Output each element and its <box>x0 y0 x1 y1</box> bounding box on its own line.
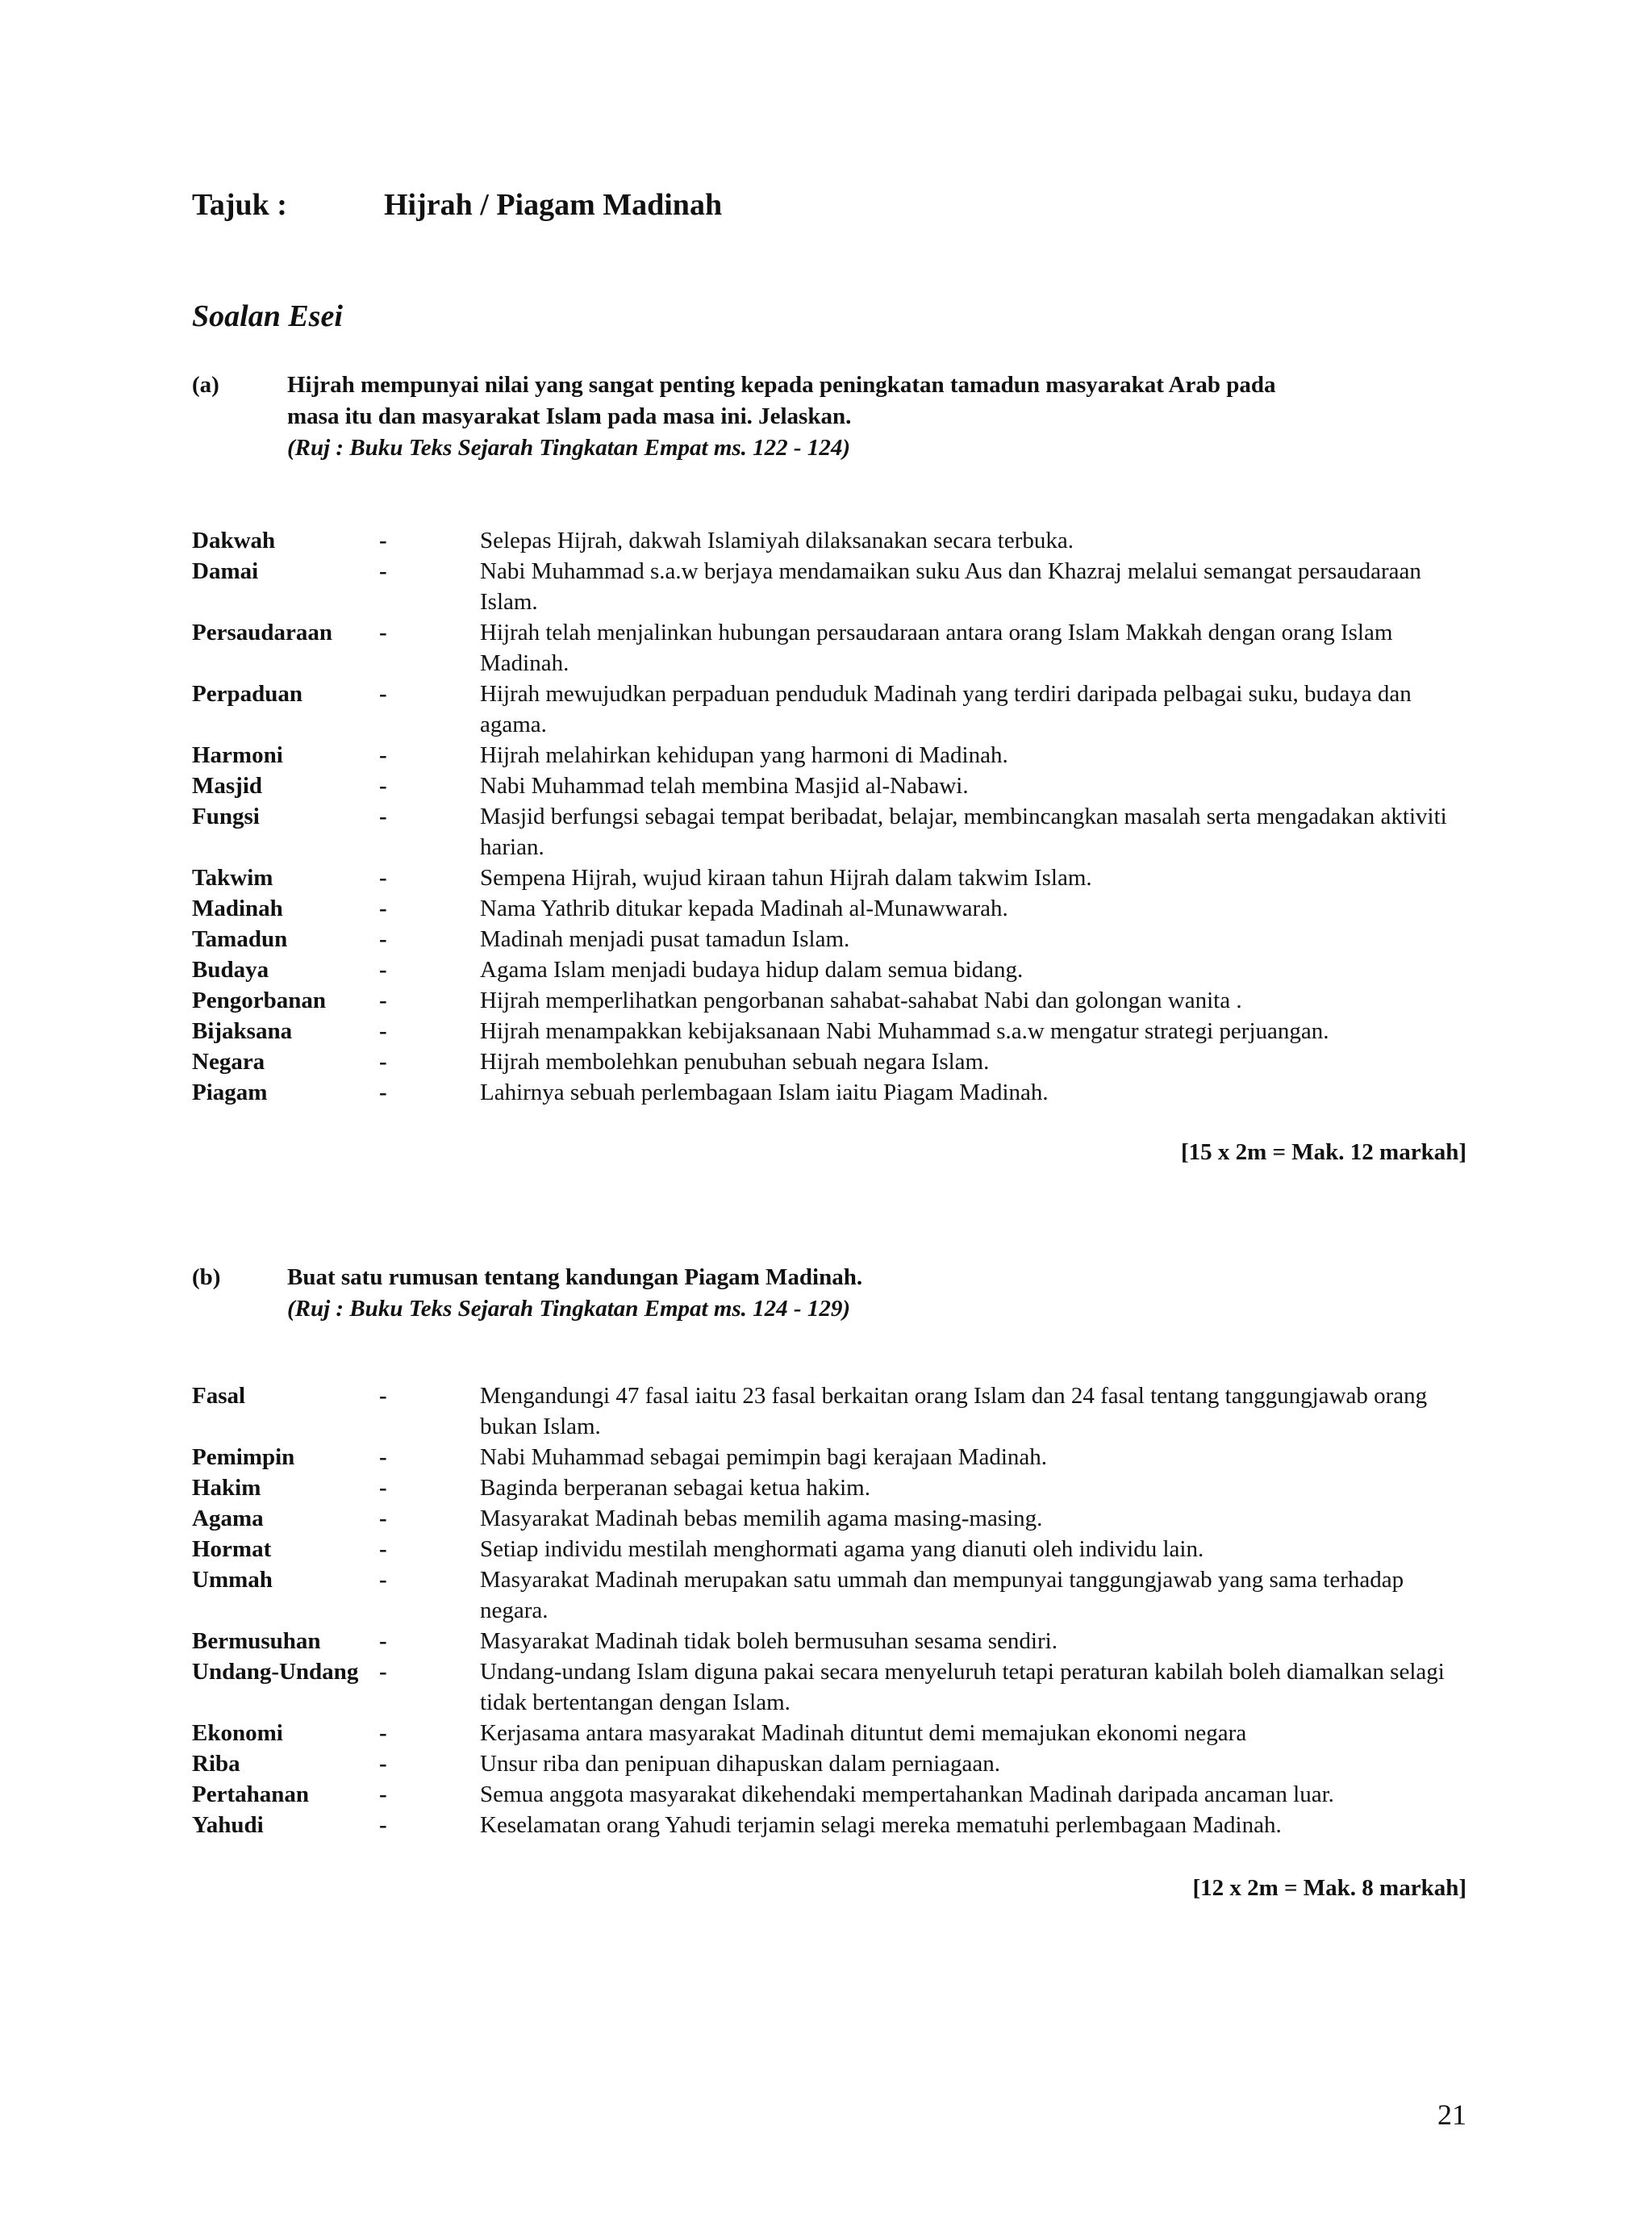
term-label: Fasal <box>192 1383 246 1409</box>
question-a <box>192 370 1483 464</box>
list-item <box>192 771 1483 801</box>
list-item <box>192 1046 1483 1077</box>
term-label: Persaudaraan <box>192 620 332 645</box>
list-item <box>192 1626 1483 1656</box>
page-title: Hijrah / Piagam Madinah <box>384 188 723 222</box>
total-marks-a: [15 x 2m = Mak. 12 markah] <box>1180 1139 1466 1165</box>
term-label: Piagam <box>192 1080 268 1105</box>
list-item <box>192 954 1483 985</box>
term-description: Sempena Hijrah, wujud kiraan tahun Hijrah dalam takwim Islam. <box>480 865 1092 891</box>
question-a-body <box>287 370 1483 464</box>
term-label: Damai <box>192 558 259 584</box>
list-item <box>192 924 1483 954</box>
list-item <box>192 985 1483 1016</box>
term-dash: - <box>379 1080 387 1105</box>
question-b-line1: Buat satu rumusan tentang kandungan Piagam Madinah. <box>287 1264 863 1290</box>
term-dash: - <box>379 1659 387 1685</box>
term-dash: - <box>379 988 387 1013</box>
term-label: Bermusuhan <box>192 1628 321 1654</box>
list-item <box>192 1534 1483 1564</box>
term-label: Perpaduan <box>192 681 302 707</box>
term-label: Madinah <box>192 896 283 921</box>
term-label: Fungsi <box>192 804 260 829</box>
question-a-reference: (Ruj : Buku Teks Sejarah Tingkatan Empat ms. 122 - 124) <box>287 435 850 461</box>
question-a-mark: (a) <box>192 372 219 398</box>
term-description: Nabi Muhammad s.a.w berjaya mendamaikan suku Aus dan Khazraj melalui semangat persaudaraan Islam. <box>480 558 1421 615</box>
term-dash: - <box>379 1751 387 1777</box>
term-label: Yahudi <box>192 1812 264 1838</box>
list-item <box>192 1779 1483 1810</box>
term-label: Negara <box>192 1049 265 1075</box>
term-description: Lahirnya sebuah perlembagaan Islam iaitu Piagam Madinah. <box>480 1080 1049 1105</box>
page-number: 21 <box>1437 2099 1466 2131</box>
term-label: Undang-Undang <box>192 1659 359 1685</box>
term-label: Takwim <box>192 865 273 891</box>
list-item <box>192 1503 1483 1534</box>
term-label: Hormat <box>192 1536 272 1562</box>
list-item <box>192 1442 1483 1472</box>
term-dash: - <box>379 1444 387 1470</box>
list-item <box>192 1748 1483 1779</box>
list-item <box>192 1564 1483 1626</box>
term-dash: - <box>379 1018 387 1044</box>
term-label: Tamadun <box>192 926 288 952</box>
term-dash: - <box>379 1049 387 1075</box>
answer-list-b <box>192 1380 1483 1840</box>
term-description: Setiap individu mestilah menghormati agama yang dianuti oleh individu lain. <box>480 1536 1204 1562</box>
term-dash: - <box>379 1781 387 1807</box>
term-description: Hijrah membolehkan penubuhan sebuah negara Islam. <box>480 1049 990 1075</box>
list-item <box>192 862 1483 893</box>
term-description: Baginda berperanan sebagai ketua hakim. <box>480 1475 870 1501</box>
term-description: Hijrah menampakkan kebijaksanaan Nabi Muhammad s.a.w mengatur strategi perjuangan. <box>480 1018 1329 1044</box>
term-label: Agama <box>192 1506 264 1531</box>
term-label: Bijaksana <box>192 1018 293 1044</box>
term-dash: - <box>379 681 387 707</box>
term-dash: - <box>379 1812 387 1838</box>
term-label: Riba <box>192 1751 240 1777</box>
question-a-line1: Hijrah mempunyai nilai yang sangat penting kepada peningkatan tamadun masyarakat Arab pada <box>287 372 1276 398</box>
list-item <box>192 556 1483 617</box>
term-description: Selepas Hijrah, dakwah Islamiyah dilaksanakan secara terbuka. <box>480 528 1074 553</box>
term-description: Masyarakat Madinah merupakan satu ummah dan mempunyai tanggungjawab yang sama terhadap negara. <box>480 1567 1404 1623</box>
question-b-body <box>287 1262 1483 1325</box>
term-label: Masjid <box>192 773 262 799</box>
term-description: Hijrah memperlihatkan pengorbanan sahabat-sahabat Nabi dan golongan wanita . <box>480 988 1242 1013</box>
term-description: Mengandungi 47 fasal iaitu 23 fasal berkaitan orang Islam dan 24 fasal tentang tanggungjawab orang bukan Islam. <box>480 1383 1428 1439</box>
term-dash: - <box>379 620 387 645</box>
term-dash: - <box>379 528 387 553</box>
term-description: Agama Islam menjadi budaya hidup dalam semua bidang. <box>480 957 1024 983</box>
term-description: Undang-undang Islam diguna pakai secara menyeluruh tetapi peraturan kabilah boleh diamalkan selagi tidak bertentangan dengan Islam. <box>480 1659 1445 1715</box>
term-label: Pertahanan <box>192 1781 309 1807</box>
list-item <box>192 740 1483 771</box>
term-label: Dakwah <box>192 528 276 553</box>
list-item <box>192 1016 1483 1046</box>
list-item <box>192 1077 1483 1108</box>
title-row <box>192 187 722 223</box>
list-item <box>192 525 1483 556</box>
list-item <box>192 893 1483 924</box>
list-item <box>192 1380 1483 1442</box>
term-label: Ekonomi <box>192 1720 283 1746</box>
answer-list-a <box>192 525 1483 1108</box>
list-item <box>192 1810 1483 1840</box>
term-dash: - <box>379 1506 387 1531</box>
term-dash: - <box>379 1536 387 1562</box>
term-description: Nabi Muhammad telah membina Masjid al-Nabawi. <box>480 773 969 799</box>
term-dash: - <box>379 926 387 952</box>
question-b-mark: (b) <box>192 1264 221 1290</box>
term-dash: - <box>379 896 387 921</box>
list-item <box>192 801 1483 862</box>
list-item <box>192 679 1483 740</box>
term-label: Pengorbanan <box>192 988 326 1013</box>
term-dash: - <box>379 1567 387 1593</box>
term-description: Hijrah mewujudkan perpaduan penduduk Madinah yang terdiri daripada pelbagai suku, budaya dan agama. <box>480 681 1412 737</box>
term-dash: - <box>379 558 387 584</box>
term-label: Ummah <box>192 1567 273 1593</box>
term-label: Harmoni <box>192 742 283 768</box>
total-marks-b: [12 x 2m = Mak. 8 markah] <box>1192 1875 1466 1901</box>
term-dash: - <box>379 865 387 891</box>
term-description: Nabi Muhammad sebagai pemimpin bagi kerajaan Madinah. <box>480 1444 1048 1470</box>
list-item <box>192 1656 1483 1718</box>
term-description: Kerjasama antara masyarakat Madinah dituntut demi memajukan ekonomi negara <box>480 1720 1247 1746</box>
term-description: Semua anggota masyarakat dikehendaki mempertahankan Madinah daripada ancaman luar. <box>480 1781 1334 1807</box>
list-item <box>192 1472 1483 1503</box>
term-label: Hakim <box>192 1475 261 1501</box>
term-description: Nama Yathrib ditukar kepada Madinah al-Munawwarah. <box>480 896 1008 921</box>
term-description: Keselamatan orang Yahudi terjamin selagi mereka mematuhi perlembagaan Madinah. <box>480 1812 1282 1838</box>
term-description: Hijrah melahirkan kehidupan yang harmoni di Madinah. <box>480 742 1008 768</box>
term-dash: - <box>379 957 387 983</box>
list-item <box>192 1718 1483 1748</box>
term-description: Hijrah telah menjalinkan hubungan persaudaraan antara orang Islam Makkah dengan orang Islam Madinah. <box>480 620 1393 676</box>
term-label: Pemimpin <box>192 1444 295 1470</box>
term-description: Masyarakat Madinah bebas memilih agama masing-masing. <box>480 1506 1043 1531</box>
term-dash: - <box>379 773 387 799</box>
term-label: Budaya <box>192 957 269 983</box>
term-dash: - <box>379 1628 387 1654</box>
term-dash: - <box>379 742 387 768</box>
term-dash: - <box>379 804 387 829</box>
section-subtitle: Soalan Esei <box>192 299 343 333</box>
term-description: Masyarakat Madinah tidak boleh bermusuhan sesama sendiri. <box>480 1628 1058 1654</box>
term-dash: - <box>379 1720 387 1746</box>
term-dash: - <box>379 1383 387 1409</box>
list-item <box>192 617 1483 679</box>
title-label: Tajuk : <box>192 188 287 222</box>
question-b-reference: (Ruj : Buku Teks Sejarah Tingkatan Empat ms. 124 - 129) <box>287 1296 850 1322</box>
question-a-line2: masa itu dan masyarakat Islam pada masa ini. Jelaskan. <box>287 403 852 429</box>
term-description: Masjid berfungsi sebagai tempat beribadat, belajar, membincangkan masalah serta mengadakan aktiviti harian. <box>480 804 1447 860</box>
question-b <box>192 1262 1483 1325</box>
term-description: Unsur riba dan penipuan dihapuskan dalam perniagaan. <box>480 1751 1001 1777</box>
term-description: Madinah menjadi pusat tamadun Islam. <box>480 926 850 952</box>
term-dash: - <box>379 1475 387 1501</box>
